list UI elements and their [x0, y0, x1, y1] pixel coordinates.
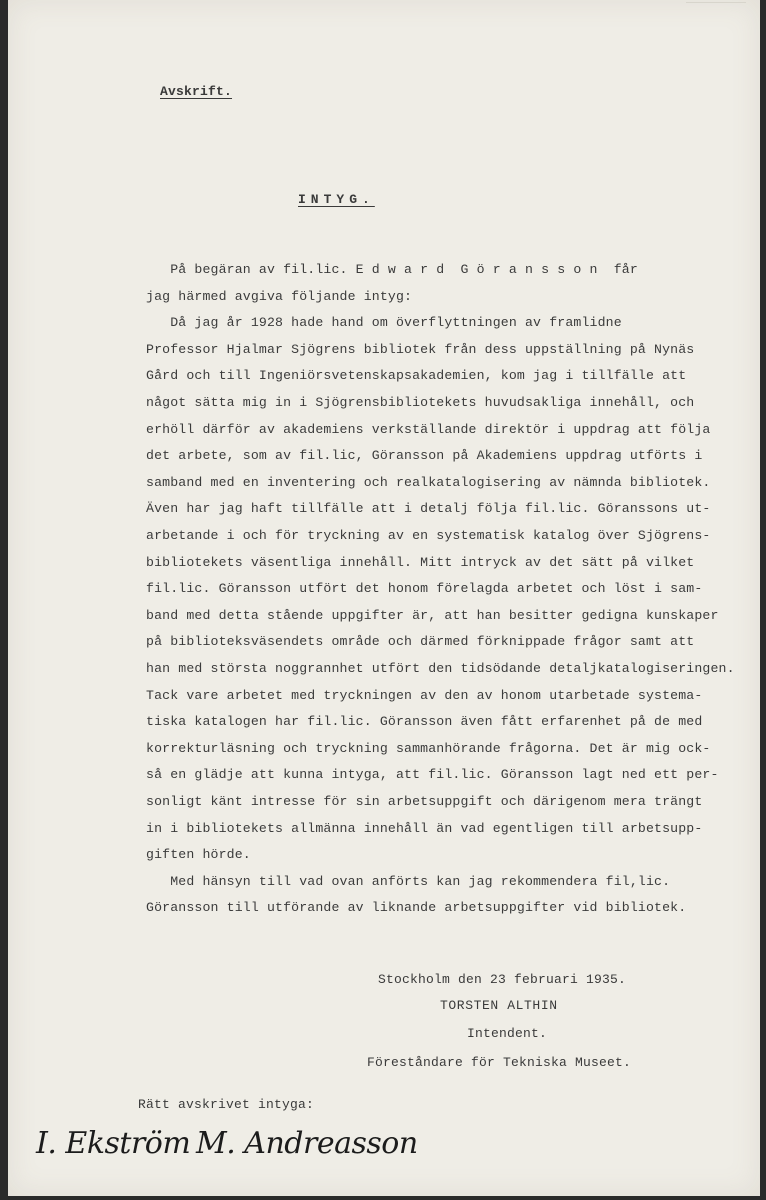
document-page [8, 0, 760, 1196]
body-line: in i bibliotekets allmänna innehåll än vad egentligen till arbetsupp- [146, 820, 703, 836]
signature-ekstrom: I. Ekström [36, 1126, 191, 1161]
body-line: Med hänsyn till vad ovan anförts kan jag rekommendera fil,lic. [146, 873, 671, 889]
body-line: korrekturläsning och tryckning sammanhörande frågorna. Det är mig ock- [146, 740, 711, 756]
copy-label: Avskrift. [160, 84, 233, 99]
body-line: arbetande i och för tryckning av en systematisk katalog över Sjögrens- [146, 528, 711, 543]
signatory-position: Föreståndare för Tekniska Museet. [367, 1055, 632, 1070]
body-line: Då jag år 1928 hade hand om överflyttningen av framlidne [146, 315, 622, 331]
place-date: Stockholm den 23 februari 1935. [378, 972, 627, 987]
body-line: det arbete, som av fil.lic, Göransson på Akademiens uppdrag utförts i [146, 448, 703, 464]
body-line: jag härmed avgiva följande intyg: [146, 288, 413, 304]
body-line: tiska katalogen har fil.lic. Göransson även fått erfarenhet på de med [146, 714, 703, 730]
body-line: erhöll därför av akademiens verkställande direktör i uppdrag att följa [146, 421, 711, 437]
signatory-name: TORSTEN ALTHIN [440, 998, 558, 1013]
body-line: Tack vare arbetet med tryckningen av den av honom utarbetade systema- [146, 687, 703, 703]
body-line: så en glädje att kunna intyga, att fil.lic. Göransson lagt ned ett per- [146, 767, 719, 783]
body-line: fil.lic. Göransson utfört det honom förelagda arbetet och löst i sam- [146, 581, 703, 597]
body-line: Gård och till Ingeniörsvetenskapsakademien, kom jag i tillfälle att [146, 368, 687, 384]
handwritten-signatures [36, 1126, 436, 1166]
body-line: bibliotekets väsentliga innehåll. Mitt intryck av det sätt på vilket [146, 554, 695, 570]
body-line: han med största noggrannhet utfört den tidsödande detaljkatalogiseringen. [146, 661, 735, 676]
body-line: På begäran av fil.lic. E d w a r d G ö r a n s s o n får [146, 262, 638, 277]
corner-mark [686, 2, 746, 9]
body-line: samband med en inventering och realkatalogisering av nämnda bibliotek. [146, 474, 711, 490]
body-line: något sätta mig in i Sjögrensbibliotekets huvudsakliga innehåll, och [146, 395, 695, 410]
body-line: sonligt känt intresse för sin arbetsuppgift och därigenom mera trängt [146, 794, 703, 809]
body-line: Göransson till utförande av liknande arbetsuppgifter vid bibliotek. [146, 900, 687, 916]
body-line: på biblioteksväsendets område och därmed förknippade frågor samt att [146, 634, 695, 650]
body-line: Professor Hjalmar Sjögrens bibliotek från dess uppställning på Nynäs [146, 341, 695, 357]
signatory-role: Intendent. [467, 1026, 548, 1041]
signature-andreasson: M. Andreasson [196, 1126, 418, 1161]
body-line: band med detta stående uppgifter är, att han besitter gedigna kunskaper [146, 607, 719, 623]
document-title: INTYG. [298, 192, 375, 207]
body-line: Även har jag haft tillfälle att i detalj följa fil.lic. Göranssons ut- [146, 501, 711, 517]
body-line: giften hörde. [146, 847, 251, 863]
certification-line: Rätt avskrivet intyga: [138, 1097, 315, 1112]
